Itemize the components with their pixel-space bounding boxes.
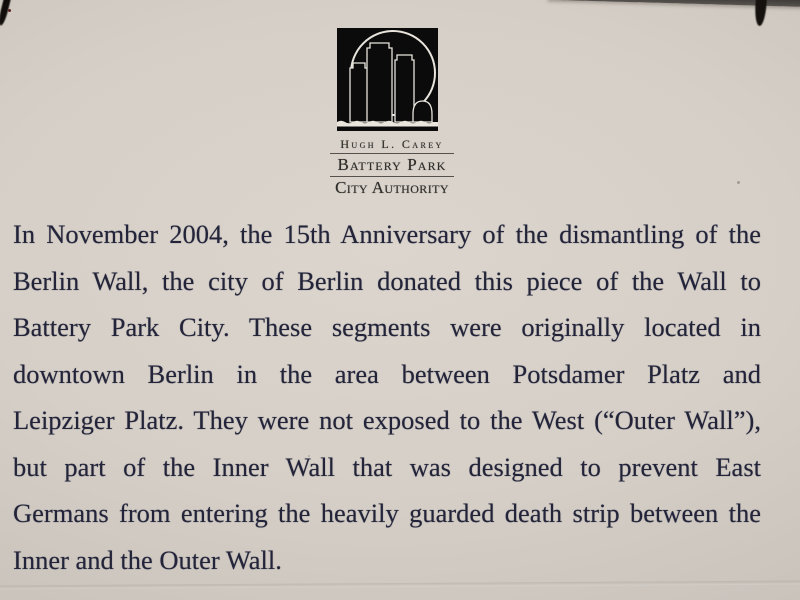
dust-speck — [308, 455, 310, 457]
bpca-skyline-icon — [337, 28, 438, 131]
mounting-clip-left — [0, 0, 12, 26]
wordmark-hugh-l-carey: Hugh L. Carey — [330, 137, 454, 154]
plaque-text-line-5: Leipziger Platz. They were not exposed to the West (“Outer Wall”), — [13, 405, 761, 435]
plaque-text-line-2: Berlin Wall, the city of Berlin donated this piece of the Wall to — [13, 265, 761, 296]
plaque-text-line-4: downtown Berlin in the area between Potsdamer Platz and — [13, 358, 761, 389]
mounting-clip-left-dot — [8, 9, 11, 12]
plaque-text-line-3: Battery Park City. These segments were originally located in — [13, 312, 761, 342]
plaque-text-line-7: Germans from entering the heavily guarded death strip between the — [13, 498, 761, 528]
wordmark-city-authority: City Authority — [335, 178, 449, 197]
wordmark-battery-park: Battery Park — [330, 154, 454, 177]
plaque-text — [13, 211, 761, 583]
bpca-wordmark — [330, 137, 454, 198]
plaque-text-line-1: In November 2004, the 15th Anniversary of the dismantling of the — [13, 219, 761, 249]
plaque-text-line-6: but part of the Inner Wall that was designed to prevent East — [13, 451, 761, 482]
dust-speck — [737, 181, 740, 184]
plaque-text-line-8: Inner and the Outer Wall. — [13, 544, 282, 575]
mounting-clip-right — [754, 0, 767, 26]
